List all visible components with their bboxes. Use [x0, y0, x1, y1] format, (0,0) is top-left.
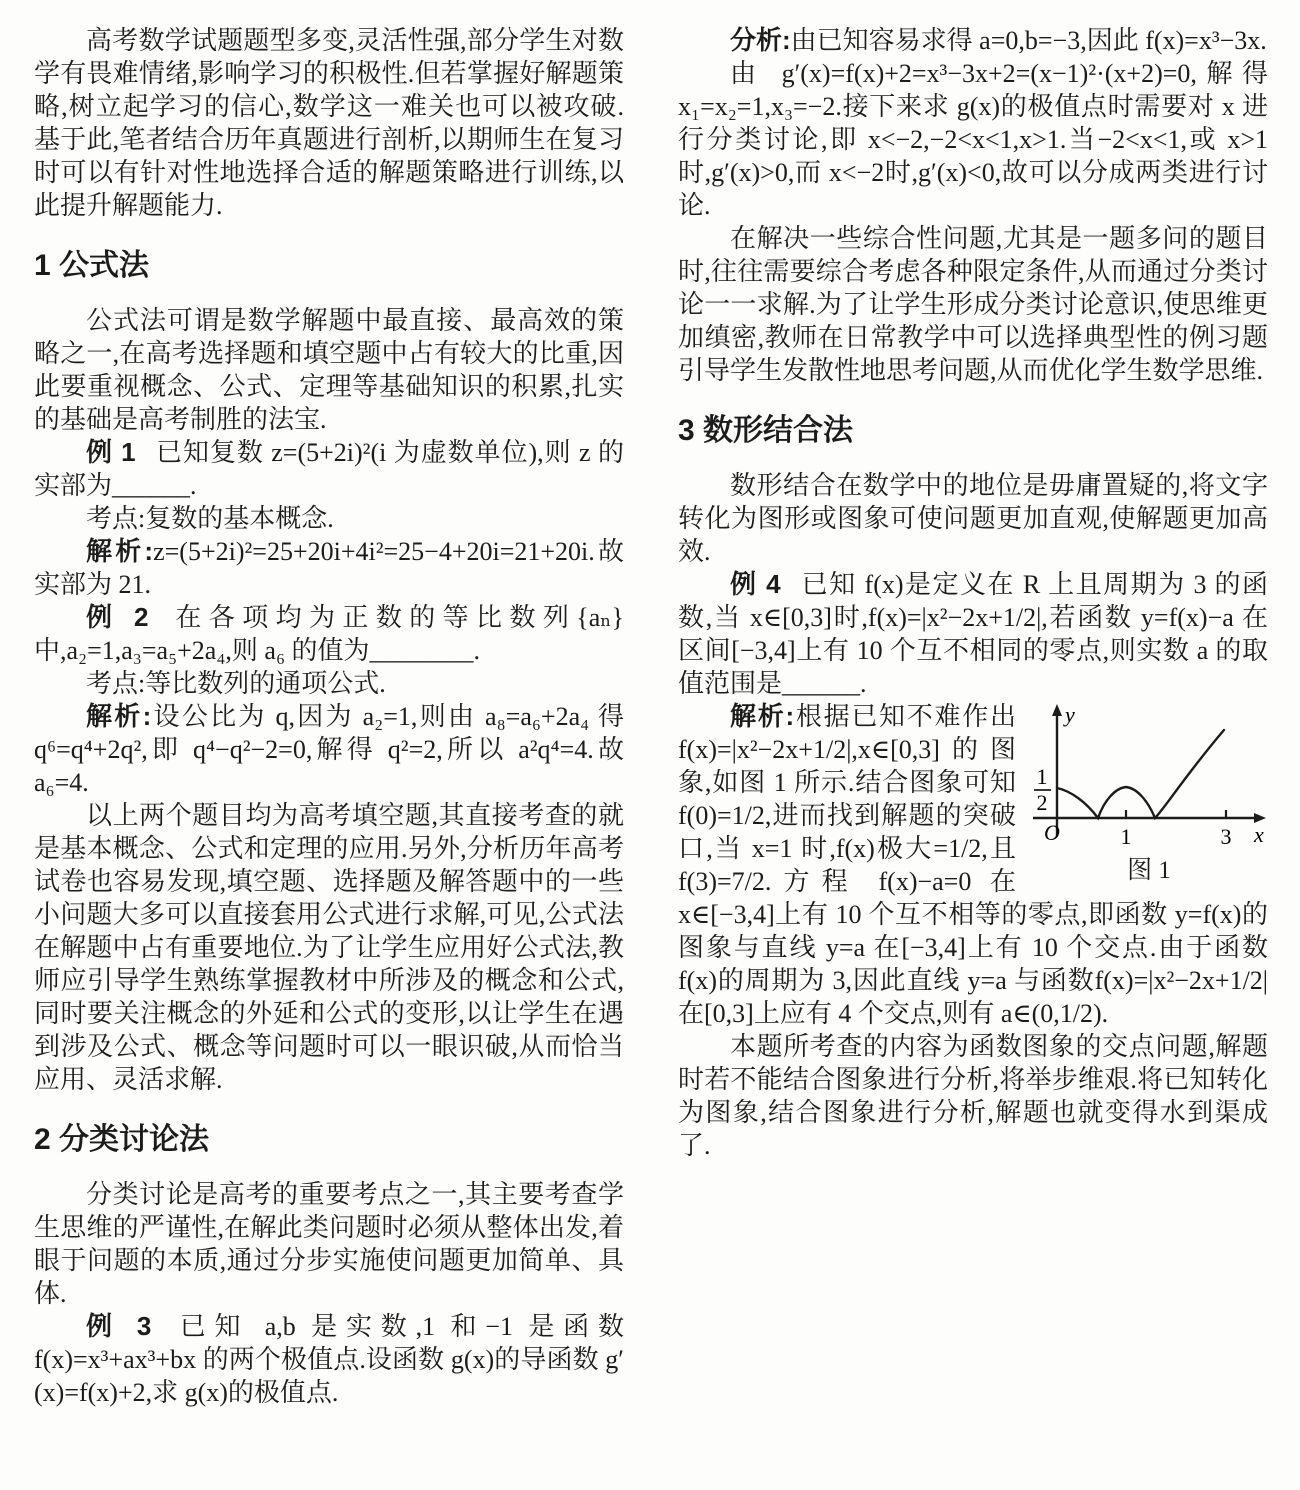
right-column — [678, 24, 1268, 1480]
figure-1 — [1030, 702, 1268, 886]
example-3 — [34, 1310, 624, 1409]
section-2-heading: 2 分类讨论法 — [34, 1123, 210, 1156]
analysis-label: 分析: — [730, 25, 791, 55]
example-2-kaodian: 考点:等比数列的通项公式. — [86, 669, 386, 698]
example-4 — [678, 568, 1268, 700]
example-3-label: 例 3 — [86, 1311, 152, 1341]
example-1-label: 例 1 — [86, 437, 136, 467]
y-axis-label: y — [1065, 702, 1075, 727]
example-1 — [34, 436, 624, 502]
x-tick-2-label: 3 — [1220, 824, 1232, 849]
example-2-jiexi-label: 解析: — [86, 701, 152, 731]
left-column — [34, 24, 624, 1480]
example-4-jiexi-label: 解析: — [730, 701, 795, 731]
section-1-summary-paragraph: 以上两个题目均为高考填空题,其直接考查的就是基本概念、公式和定理的应用.另外,分析历年高考试卷也容易发现,填空题、选择题及解答题中的一些小问题大多可以直接套用公式进行求解,可见,公式法在解题中占有重要地位.为了让学生应用好公式法,教师应引导学生熟练掌握教材中所涉及的概念和公式,同时要关注概念的外延和公式的变形,以让学生在遇到涉及公式、概念等问题时可以一眼识破,从而恰当应用、灵活求解. — [34, 801, 624, 1094]
example-1-jiexi-label: 解析: — [86, 536, 154, 566]
analysis-paragraph-1 — [678, 24, 1268, 57]
example-1-jiexi-text: z=(5+2i)²=25+20i+4i²=25−4+20i=21+20i.故实部为 21. — [34, 537, 624, 599]
example-2-jiexi — [34, 700, 624, 799]
y-tick-denominator: 2 — [1036, 790, 1048, 815]
example-4-text: 已知 f(x)是定义在 R 上且周期为 3 的函数,当 x∈[0,3]时,f(x)=|x²−2x+1/2|,若函数 y=f(x)−a 在区间[−3,4]上有 10 个互不相同的零点,则实数 a 的取值范围是______. — [678, 570, 1268, 698]
y-tick-numerator: 1 — [1036, 764, 1048, 789]
section-2-paragraph: 分类讨论是高考的重要考点之一,其主要考查学生思维的严谨性,在解此类问题时必须从整体出发,着眼于问题的本质,通过分步实施使问题更加简单、具体. — [34, 1180, 624, 1308]
function-curve — [1057, 730, 1224, 818]
analysis-paragraph-3: 在解决一些综合性问题,尤其是一题多问的题目时,往往需要综合考虑各种限定条件,从而通过分类讨论一一求解.为了让学生形成分类讨论意识,使思维更加缜密,教师在日常教学中可以选择典型性的例习题引导学生发散性地思考问题,从而优化学生数学思维. — [678, 224, 1268, 385]
example-3-text: 已知 a,b 是实数,1 和−1 是函数 f(x)=x³+ax³+bx 的两个极值点.设函数 g(x)的导函数 g′(x)=f(x)+2,求 g(x)的极值点. — [34, 1312, 624, 1407]
example-4-jiexi — [678, 700, 1268, 1030]
example-1-kaodian: 考点:复数的基本概念. — [86, 504, 334, 533]
x-tick-1-label: 1 — [1120, 824, 1132, 849]
y-axis-arrow-icon — [1052, 704, 1062, 716]
intro-paragraph: 高考数学试题题型多变,灵活性强,部分学生对数学有畏难情绪,影响学习的积极性.但若掌握好解题策略,树立起学习的信心,数学这一难关也可以被攻破.基于此,笔者结合历年真题进行剖析,以期师生在复习时可以有针对性地选择合适的解题策略进行训练,以此提升解题能力. — [34, 26, 624, 220]
section-1-heading: 1 公式法 — [34, 249, 150, 282]
example-2-jiexi-text: 设公比为 q,因为 a₂=1,则由 a₈=a₆+2a₄ 得 q⁶=q⁴+2q²,即 q⁴−q²−2=0,解得 q²=2,所以 a²q⁴=4.故 a₆=4. — [34, 702, 624, 797]
section-3-heading: 3 数形结合法 — [678, 414, 854, 447]
analysis-paragraph-2: 由 g′(x)=f(x)+2=x³−3x+2=(x−1)²·(x+2)=0,解得 x₁=x₂=1,x₃=−2.接下来求 g(x)的极值点时需要对 x 进行分类讨论,即 x<−2,−2<x<1,x>1.当−2<x<1,或 x>1 时,g′(x)>0,而 x<−2时,g′(x)<0,故可以分成两类进行讨论. — [678, 59, 1268, 220]
analysis-text-1: 由已知容易求得 a=0,b=−3,因此 f(x)=x³−3x. — [790, 26, 1267, 55]
x-axis-label: x — [1254, 822, 1264, 847]
example-2-text: 在各项均为正数的等比数列{aₙ}中,a₂=1,a₃=a₅+2a₄,则 a₆ 的值为________. — [34, 603, 625, 665]
example-2-label: 例 2 — [86, 602, 149, 632]
figure-1-caption: 图 1 — [1127, 857, 1171, 884]
figure-1-plot — [1030, 702, 1268, 854]
example-2 — [34, 601, 624, 667]
origin-label: O — [1044, 820, 1060, 845]
example-4-jiexi-text: 根据已知不难作出 f(x)=|x²−2x+1/2|,x∈[0,3]的图象,如图 1 所示.结合图象可知 f(0)=1/2,进而找到解题的突破口,当 x=1 时,f(x)极大=1/2,且 f(3)=7/2.方程 f(x)−a=0 在 x∈[−3,4]上有 10 个互不相等的零点,即函数 y=f(x)的图象与直线 y=a 在[−3,4]上有 10 个交点.由于函数 f(x)的周期为 3,因此直线 y=a 与函数f(x)=|x²−2x+1/2|在[0,3]上应有 4 个交点,则有 a∈(0,1/2). — [678, 702, 1268, 1028]
example-1-text: 已知复数 z=(5+2i)²(i 为虚数单位),则 z 的实部为______. — [34, 438, 624, 500]
example-4-label: 例 4 — [730, 569, 781, 599]
section-3-summary-paragraph: 本题所考查的内容为函数图象的交点问题,解题时若不能结合图象进行分析,将举步维艰.将已知转化为图象,结合图象进行分析,解题也就变得水到渠成了. — [678, 1032, 1268, 1160]
example-1-jiexi — [34, 535, 624, 601]
section-3-paragraph: 数形结合在数学中的地位是毋庸置疑的,将文字转化为图形或图象可使问题更加直观,使解题更加高效. — [678, 471, 1268, 566]
section-1-paragraph: 公式法可谓是数学解题中最直接、最高效的策略之一,在高考选择题和填空题中占有较大的比重,因此要重视概念、公式、定理等基础知识的积累,扎实的基础是高考制胜的法宝. — [34, 306, 624, 434]
